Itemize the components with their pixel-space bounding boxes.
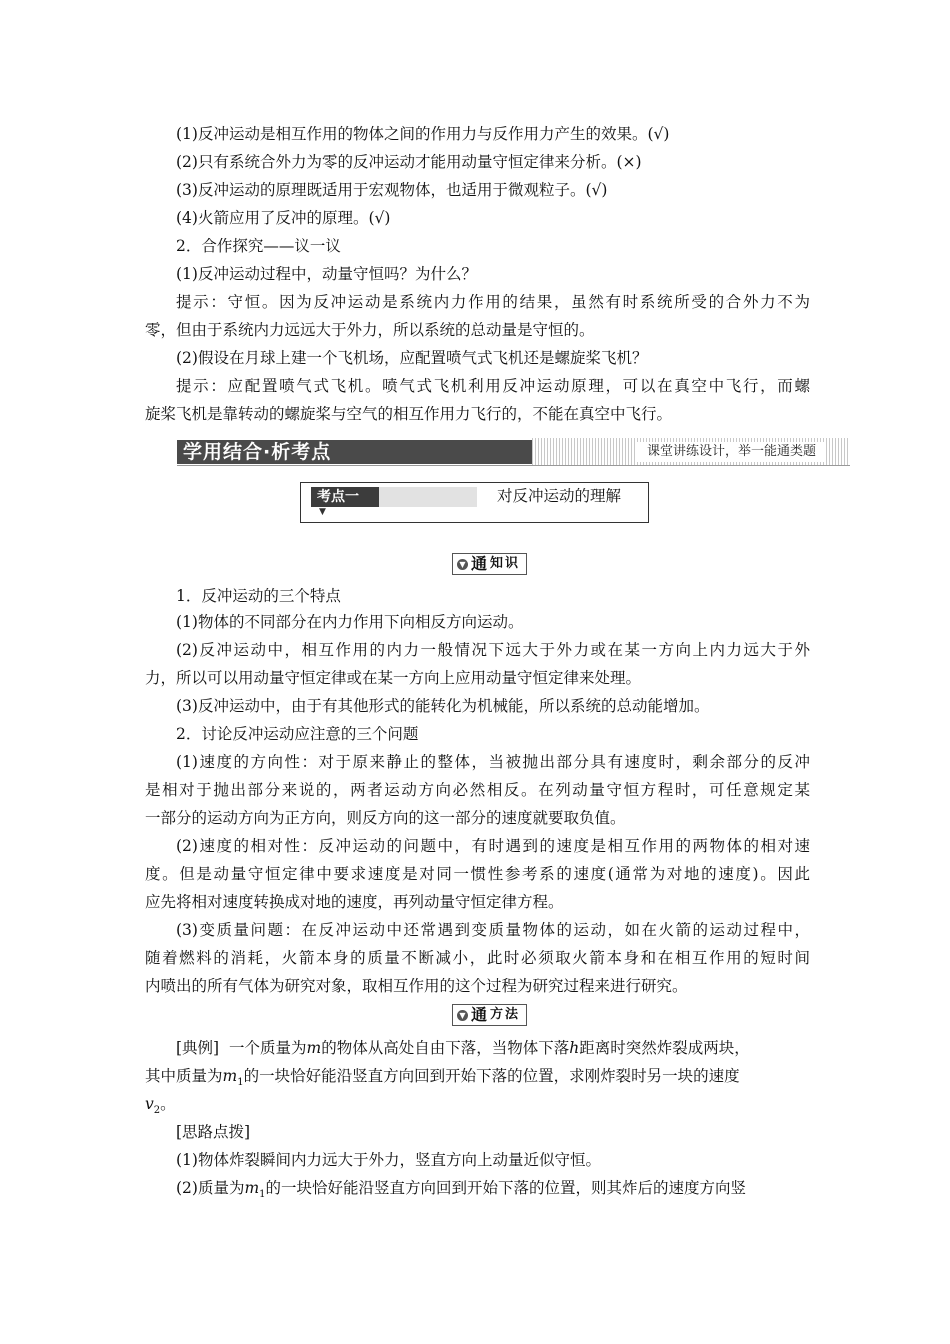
badge-strong-text: 通 xyxy=(471,554,488,573)
knowledge-title-1: 1．反冲运动的三个特点 xyxy=(176,587,341,605)
example-text: 的一块恰好能沿竖直方向回到开始下落的位置，求刚炸裂时另一块的速度 xyxy=(243,1067,740,1085)
badge-rest-text: 知识 xyxy=(490,556,521,571)
example-text: 一个质量为 xyxy=(228,1039,307,1057)
example-text: 其中质量为 xyxy=(145,1067,223,1085)
example-text: 。 xyxy=(160,1095,176,1113)
knowledge-2-item-3-line-2: 随着燃料的消耗，火箭本身的质量不断减小，此时必须取火箭本身和在相互作用的短时间 xyxy=(145,949,810,967)
badge-rest-text: 方法 xyxy=(490,1007,521,1022)
example-text: 的物体从高处自由下落，当物体下落 xyxy=(321,1039,570,1057)
topic-box xyxy=(300,482,649,523)
hint-label: [思路点拨] xyxy=(176,1123,251,1141)
banner-subtitle: 课堂讲练设计，举一能通类题 xyxy=(637,442,826,462)
banner-divider xyxy=(177,465,850,466)
knowledge-1-item-3: (3)反冲运动中，由于有其他形式的能转化为机械能，所以系统的总动能增加。 xyxy=(176,697,710,715)
var-m: m xyxy=(306,1039,322,1057)
example-line-3 xyxy=(145,1094,810,1121)
triangle-down-icon: ▼ xyxy=(319,507,326,517)
chevron-down-icon: ▼ xyxy=(457,559,468,570)
question-2: (2)假设在月球上建一个飞机场，应配置喷气式飞机还是螺旋桨飞机？ xyxy=(176,349,648,367)
question-1: (1)反冲运动过程中，动量守恒吗？为什么？ xyxy=(176,265,477,283)
section-banner xyxy=(145,438,850,466)
var-h: h xyxy=(569,1039,580,1057)
method-heading xyxy=(452,1004,527,1026)
hint-2 xyxy=(176,1178,841,1205)
answer-2-line-1: 提示：应配置喷气式飞机。喷气式飞机利用反冲运动原理，可以在真空中飞行，而螺 xyxy=(176,377,810,395)
var-v2: v xyxy=(145,1095,154,1113)
chevron-down-icon: ▼ xyxy=(457,1010,468,1021)
judgment-item-1: (1)反冲运动是相互作用的物体之间的作用力与反作用力产生的效果。(√) xyxy=(176,125,670,143)
topic-tag: 考点一 xyxy=(311,487,379,507)
badge-strong-text: 通 xyxy=(471,1005,488,1024)
var-m1-subscript: 1 xyxy=(237,1077,244,1089)
judgment-item-4: (4)火箭应用了反冲的原理。(√) xyxy=(176,209,391,227)
topic-tag-shade xyxy=(379,487,477,507)
knowledge-title-2: 2．讨论反冲运动应注意的三个问题 xyxy=(176,725,419,743)
knowledge-heading xyxy=(452,553,527,575)
topic-title: 对反冲运动的理解 xyxy=(497,487,622,505)
example-line-1 xyxy=(176,1038,841,1058)
judgment-item-2: (2)只有系统合外力为零的反冲运动才能用动量守恒定律来分析。(×) xyxy=(176,153,642,171)
hint-text: 的一块恰好能沿竖直方向回到开始下落的位置，则其炸后的速度方向竖 xyxy=(265,1179,747,1197)
var-m1: m xyxy=(222,1067,238,1085)
answer-2-line-2: 旋桨飞机是靠转动的螺旋桨与空气的相互作用力飞行的，不能在真空中飞行。 xyxy=(145,405,673,423)
var-m1: m xyxy=(244,1179,260,1197)
var-m1-subscript: 1 xyxy=(259,1189,266,1201)
knowledge-2-item-1-line-3: 一部分的运动方向为正方向，则反方向的这一部分的速度就要取负值。 xyxy=(145,809,626,827)
knowledge-2-item-1-line-2: 是相对于抛出部分来说的，两者运动方向必然相反。在列动量守恒方程时，可任意规定某 xyxy=(145,781,810,799)
knowledge-2-item-2-line-2: 度。但是动量守恒定律中要求速度是对同一惯性参考系的速度(通常为对地的速度)。因此 xyxy=(145,865,810,883)
knowledge-2-item-2-line-3: 应先将相对速度转换成对地的速度，再列动量守恒定律方程。 xyxy=(145,893,564,911)
judgment-item-3: (3)反冲运动的原理既适用于宏观物体，也适用于微观粒子。(√) xyxy=(176,181,608,199)
knowledge-2-item-3-line-1: (3)变质量问题：在反冲运动中还常遇到变质量物体的运动，如在火箭的运动过程中， xyxy=(176,921,810,939)
hint-text: (2)质量为 xyxy=(176,1179,245,1197)
knowledge-1-item-2-line-1: (2)反冲运动中，相互作用的内力一般情况下远大于外力或在某一方向上内力远大于外 xyxy=(176,641,810,659)
knowledge-1-item-1: (1)物体的不同部分在内力作用下向相反方向运动。 xyxy=(176,613,524,631)
banner-title: 学用结合·析考点 xyxy=(177,440,532,464)
knowledge-2-item-3-line-3: 内喷出的所有气体为研究对象，取相互作用的这个过程为研究过程来进行研究。 xyxy=(145,977,688,995)
answer-1-line-1: 提示：守恒。因为反冲运动是系统内力作用的结果，虽然有时系统所受的合外力不为 xyxy=(176,293,810,311)
knowledge-1-item-2-line-2: 力，所以可以用动量守恒定律或在某一方向上应用动量守恒定律来处理。 xyxy=(145,669,642,687)
section-heading-discuss: 2．合作探究——议一议 xyxy=(176,237,341,255)
var-v2-subscript: 2 xyxy=(153,1105,161,1117)
knowledge-2-item-2-line-1: (2)速度的相对性：反冲运动的问题中，有时遇到的速度是相互作用的两物体的相对速 xyxy=(176,837,810,855)
answer-1-line-2: 零，但由于系统内力远远大于外力，所以系统的总动量是守恒的。 xyxy=(145,321,595,339)
example-label: [典例] xyxy=(176,1039,220,1057)
hint-1: (1)物体炸裂瞬间内力远大于外力，竖直方向上动量近似守恒。 xyxy=(176,1151,601,1169)
example-line-2 xyxy=(145,1066,810,1093)
knowledge-2-item-1-line-1: (1)速度的方向性：对于原来静止的整体，当被抛出部分具有速度时，剩余部分的反冲 xyxy=(176,753,810,771)
example-text: 距离时突然炸裂成两块， xyxy=(579,1039,750,1057)
